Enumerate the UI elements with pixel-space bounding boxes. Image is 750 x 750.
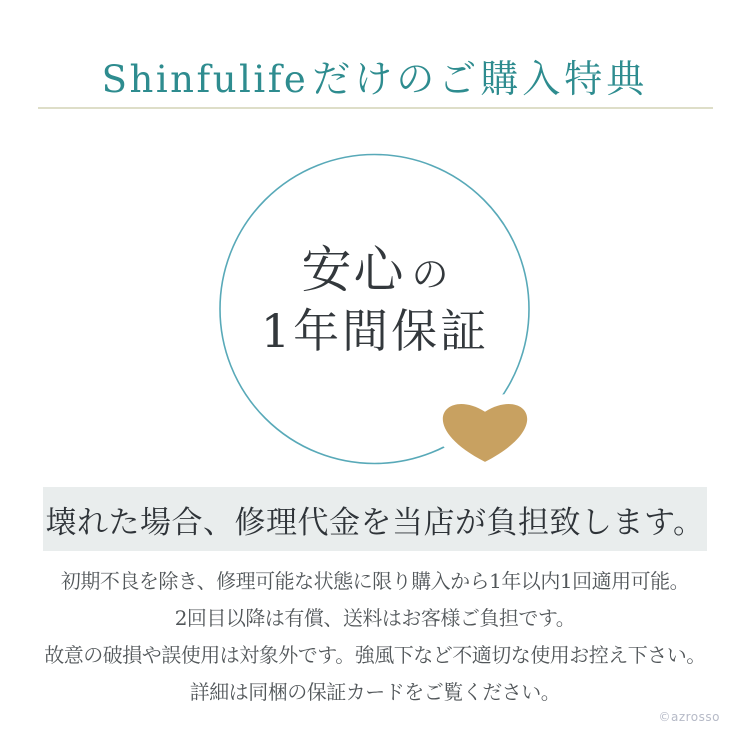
page-title-suffix: だけのご購入特典 [312,57,649,101]
terms-line: 詳細は同梱の保証カードをご覧ください。 [189,680,561,704]
terms-line: 初期不良を除き、修理可能な状態に限り購入から1年以内1回適用可能。 [60,569,690,593]
brand-name: Shinfulife [101,58,309,101]
guarantee-banner [43,487,707,551]
badge-line2: 1年間保証 [260,304,490,358]
guarantee-banner-text: 壊れた場合、修理代金を当店が負担致します。 [45,504,705,541]
badge-line1-particle: の [411,253,449,296]
terms-notes [0,563,750,711]
terms-line: 故意の破損や誤使用は対象外です。強風下など不適切な使用お控え下さい。 [44,643,706,667]
terms-line: 2回目以降は有償、送料はお客様ご負担です。 [174,606,576,630]
badge-line1-main: 安心 [301,241,406,299]
badge-line1 [0,243,750,298]
warranty-badge-text [0,243,750,357]
copyright-watermark: ©azrosso [658,710,720,724]
